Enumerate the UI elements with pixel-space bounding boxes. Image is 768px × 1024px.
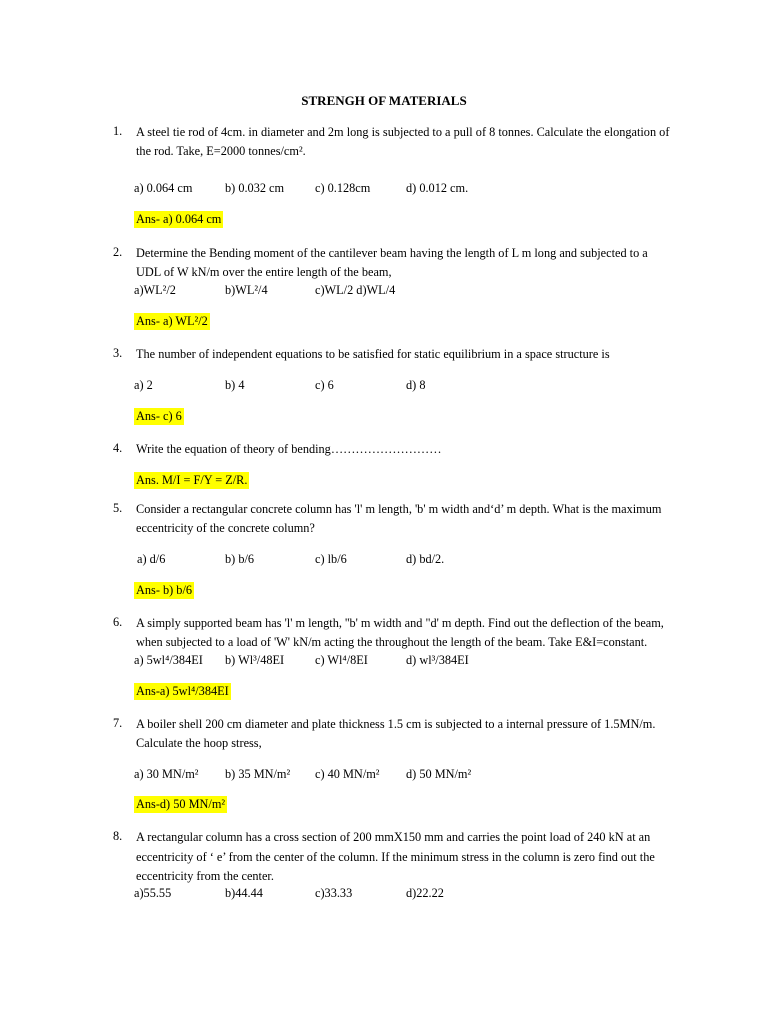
question-8-option-b: b)44.44 (225, 886, 263, 900)
question-8-option-c: c)33.33 (315, 886, 353, 900)
question-3-option-a: a) 2 (134, 378, 153, 392)
question-7-option-c: c) 40 MN/m² (315, 767, 380, 781)
question-6-text-line-1: A simply supported beam has 'l' m length, ''b' m width and "d' m depth. Find out the deflection of the beam, (136, 616, 664, 630)
question-7-text-line-1: A boiler shell 200 cm diameter and plate thickness 1.5 cm is subjected to a internal pressure of 1.5MN/m. (136, 717, 656, 731)
question-1-number: 1. (113, 124, 123, 138)
question-5-option-a: a) d/6 (137, 552, 166, 566)
question-6-option-a: a) 5wl⁴/384EI (134, 653, 203, 667)
question-6-text-line-2: when subjected to a load of 'W' kN/m acting the throughout the length of the beam. Take E&I=constant. (136, 635, 648, 649)
question-8-option-a: a)55.55 (134, 886, 172, 900)
question-8-option-d: d)22.22 (406, 886, 444, 900)
question-2-text-line-1: Determine the Bending moment of the cantilever beam having the length of L m long and subjected to a (136, 246, 648, 260)
question-6-answer: Ans-a) 5wl⁴/384EI (136, 684, 229, 698)
question-5-option-b: b) b/6 (225, 552, 255, 566)
question-2-answer: Ans- a) WL²/2 (136, 314, 208, 328)
question-3-option-d: d) 8 (406, 378, 426, 392)
question-4-answer: Ans. M/I = F/Y = Z/R. (136, 473, 248, 487)
question-1-answer: Ans- a) 0.064 cm (136, 212, 222, 226)
question-4-number: 4. (113, 441, 123, 455)
question-8-text-line-1: A rectangular column has a cross section of 200 mmX150 mm and carries the point load of 240 kN at an (136, 830, 651, 844)
question-1-text-line-2: the rod. Take, E=2000 tonnes/cm². (136, 144, 306, 158)
question-1-text-line-1: A steel tie rod of 4cm. in diameter and 2m long is subjected to a pull of 8 tonnes. Calculate the elongation of (136, 125, 670, 139)
question-7-option-a: a) 30 MN/m² (134, 767, 199, 781)
question-5-answer: Ans- b) b/6 (136, 583, 193, 597)
question-5-text-line-2: eccentricity of the concrete column? (136, 521, 315, 535)
question-3-answer: Ans- c) 6 (136, 409, 182, 423)
question-2-number: 2. (113, 245, 123, 259)
question-1-option-a: a) 0.064 cm (134, 181, 193, 195)
question-7-option-d: d) 50 MN/m² (406, 767, 472, 781)
question-6-number: 6. (113, 615, 123, 629)
question-8-number: 8. (113, 829, 123, 843)
question-7-number: 7. (113, 716, 123, 730)
question-3-option-c: c) 6 (315, 378, 334, 392)
question-3-number: 3. (113, 346, 123, 360)
question-5-text-line-1: Consider a rectangular concrete column has 'l' m length, 'b' m width and‘d’ m depth. What is the maximum (136, 502, 662, 516)
question-1-option-b: b) 0.032 cm (225, 181, 285, 195)
document-title: STRENGH OF MATERIALS (301, 93, 467, 108)
question-7-text-line-2: Calculate the hoop stress, (136, 736, 262, 750)
question-7-answer: Ans-d) 50 MN/m² (136, 797, 226, 811)
question-1-option-d: d) 0.012 cm. (406, 181, 469, 195)
question-6-option-d: d) wl³/384EI (406, 653, 469, 667)
question-2-text-line-2: UDL of W kN/m over the entire length of the beam, (136, 265, 392, 279)
question-2-option-a: a)WL²/2 (134, 283, 176, 297)
question-8-text-line-3: eccentricity from the center. (136, 869, 274, 883)
question-7-option-b: b) 35 MN/m² (225, 767, 291, 781)
question-5-option-d: d) bd/2. (406, 552, 445, 566)
question-8-text-line-2: eccentricity of ‘ e’ from the center of the column. If the minimum stress in the column is zero find out the (136, 850, 655, 864)
question-5-option-c: c) lb/6 (315, 552, 347, 566)
question-6-option-b: b) Wl³/48EI (225, 653, 285, 667)
question-2-option-b: b)WL²/4 (225, 283, 268, 297)
question-6-option-c: c) Wl⁴/8EI (315, 653, 368, 667)
question-5-number: 5. (113, 501, 123, 515)
question-2-option-c: c)WL/2 d)WL/4 (315, 283, 396, 297)
question-3-option-b: b) 4 (225, 378, 245, 392)
question-3-text-line-1: The number of independent equations to be satisfied for static equilibrium in a space structure is (136, 347, 610, 361)
question-4-text-line-1: Write the equation of theory of bending……………………… (136, 442, 442, 456)
question-1-option-c: c) 0.128cm (315, 181, 371, 195)
